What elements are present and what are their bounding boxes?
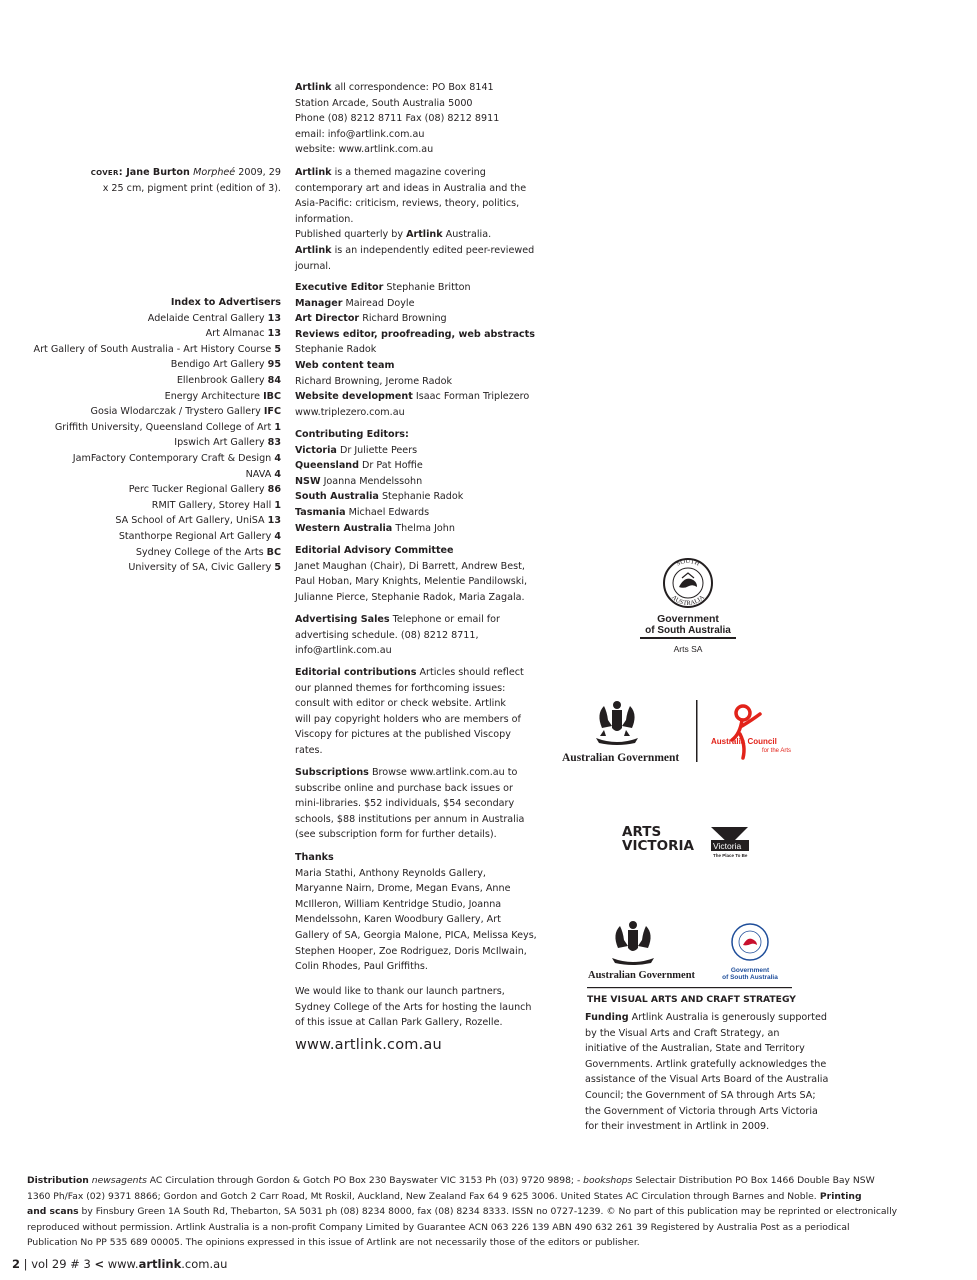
advertiser-page: 13 bbox=[267, 515, 281, 527]
contributions-line: rates. bbox=[295, 744, 323, 756]
australian-government-text: Australian Government bbox=[562, 752, 680, 764]
australian-government-council-logo bbox=[560, 698, 800, 766]
cover-title: Morpheé bbox=[193, 167, 236, 178]
advertiser-name: NAVA bbox=[245, 468, 275, 480]
advertiser-entry bbox=[20, 342, 281, 358]
distribution-line: AC Circulation through Gordon & Gotch PO Box 230 Bayswater VIC 3153 Ph (03) 9720 9898; - bbox=[146, 1175, 581, 1186]
staff-name: Stephanie Radok bbox=[295, 344, 377, 356]
advertiser-page: 4 bbox=[274, 530, 281, 542]
about-line: journal. bbox=[295, 260, 332, 272]
editor-name: Dr Juliette Peers bbox=[336, 444, 418, 456]
launch-line: We would like to thank our launch partners, bbox=[295, 986, 505, 997]
advertisers-list bbox=[20, 311, 281, 576]
advertiser-name: University of SA, Civic Gallery bbox=[128, 562, 275, 574]
funding-line: Artlink Australia is generously supported bbox=[628, 1012, 828, 1023]
subscriptions-line: schools, $88 institutions per annum in Australia bbox=[295, 813, 525, 825]
contributing-editor bbox=[295, 521, 530, 537]
advertiser-page: 86 bbox=[267, 484, 281, 496]
distribution-newsagents: newsagents bbox=[88, 1175, 147, 1186]
advertiser-name: Griffith University, Queensland College of Art bbox=[54, 421, 275, 433]
distribution-footer bbox=[27, 1173, 898, 1251]
thanks-line: Gallery of SA, Georgia Malone, PICA, Melissa Keys, bbox=[295, 929, 537, 941]
contributing-editor bbox=[295, 458, 530, 474]
editor-state: Tasmania bbox=[295, 506, 346, 518]
thanks-line: Maryanne Nairn, Drome, Megan Evans, Anne bbox=[295, 883, 511, 895]
arts-victoria-logo bbox=[620, 823, 755, 859]
funding-label: Funding bbox=[585, 1012, 629, 1023]
advertiser-name: Sydney College of the Arts bbox=[135, 546, 267, 558]
correspondence-email: email: info@artlink.com.au bbox=[295, 128, 425, 140]
funding-line: for their investment in Artlink in 2009. bbox=[585, 1121, 770, 1133]
advertising-line: advertising schedule. (08) 8212 8711, bbox=[295, 629, 479, 641]
advertiser-entry bbox=[20, 326, 281, 342]
page-number: 2 bbox=[12, 1257, 21, 1271]
advertising-label: Advertising Sales bbox=[295, 614, 390, 625]
advertiser-entry bbox=[20, 420, 281, 436]
coat-of-arms-icon bbox=[560, 698, 800, 766]
advisory-line: Julianne Pierce, Stephanie Radok, Maria Zagala. bbox=[295, 591, 525, 603]
volume-issue: | vol 29 # 3 bbox=[20, 1257, 95, 1271]
advertiser-name: Gosia Wlodarczak / Trystero Gallery bbox=[90, 406, 264, 418]
vacs-sa-gov-line2: of South Australia bbox=[722, 974, 778, 981]
thanks-line: Mendelssohn, Karen Woodbury Gallery, Art bbox=[295, 914, 501, 926]
editor-name: Stephanie Radok bbox=[378, 491, 464, 503]
cover-label: cover: bbox=[90, 167, 123, 178]
advertiser-page: 5 bbox=[274, 562, 281, 574]
advisory-heading: Editorial Advisory Committee bbox=[295, 545, 454, 556]
advertiser-name: Ipswich Art Gallery bbox=[174, 437, 268, 449]
correspondence-line: Phone (08) 8212 8711 Fax (08) 8212 8911 bbox=[295, 113, 500, 125]
advertisers-heading: Index to Advertisers bbox=[170, 297, 281, 308]
contributions-label: Editorial contributions bbox=[295, 667, 417, 678]
distribution-line: reproduced without permission. Artlink Australia is a non-profit Company Limited by Guarantee ACN 063 226 139 ABN 490 632 261 39 Registered by Australia Post as a periodical bbox=[27, 1221, 850, 1233]
editor-state: NSW bbox=[295, 475, 321, 487]
arts-sa-text: Arts SA bbox=[673, 644, 703, 654]
correspondence-line: all correspondence: PO Box 8141 bbox=[331, 82, 494, 93]
subscriptions-line: subscribe online and purchase back issues or bbox=[295, 782, 513, 794]
editor-name: Thelma John bbox=[392, 522, 455, 534]
funding-line: initiative of the Australian, State and Territory bbox=[585, 1043, 805, 1055]
page-folio bbox=[12, 1256, 227, 1272]
distribution-line: by Finsbury Green 1A South Rd, Thebarton, SA 5031 ph (08) 8234 8000, fax (08) 8234 8333. ISSN no 0727-1239. © No part of this publication may be reprinted or electronically bbox=[78, 1206, 898, 1218]
advertiser-name: Bendigo Art Gallery bbox=[170, 359, 268, 371]
advertiser-entry bbox=[20, 498, 281, 514]
advertiser-name: RMIT Gallery, Storey Hall bbox=[151, 499, 275, 511]
contributing-list bbox=[295, 443, 530, 537]
staff-name: Isaac Forman Triplezero bbox=[412, 391, 530, 403]
advisory-line: Janet Maughan (Chair), Di Barrett, Andrew Best, bbox=[295, 560, 525, 572]
contributing-editor bbox=[295, 443, 530, 459]
advertiser-page: 13 bbox=[267, 312, 281, 324]
subscriptions-line: Browse www.artlink.com.au to bbox=[368, 767, 518, 778]
advertiser-name: Adelaide Central Gallery bbox=[147, 312, 268, 324]
advertising-line: Telephone or email for bbox=[389, 614, 500, 625]
svg-text:Australia Council bbox=[711, 737, 777, 746]
vacs-emblems-icon bbox=[585, 920, 805, 1008]
sa-government-logo bbox=[630, 556, 745, 661]
sa-gov-line1: Government bbox=[657, 613, 719, 625]
advertiser-entry bbox=[20, 357, 281, 373]
arts-victoria-icon bbox=[620, 823, 755, 859]
about-block bbox=[295, 165, 535, 274]
thanks-block bbox=[295, 850, 537, 975]
advertisers-index bbox=[20, 295, 281, 576]
triplezero-link[interactable]: www.triplezero.com.au bbox=[295, 406, 405, 418]
thanks-heading: Thanks bbox=[295, 852, 334, 863]
advertiser-entry bbox=[20, 311, 281, 327]
advertiser-entry bbox=[20, 451, 281, 467]
advertiser-page: IBC bbox=[263, 390, 281, 402]
staff-role: Reviews editor, proofreading, web abstracts bbox=[295, 328, 535, 340]
staff-role: Manager bbox=[295, 297, 343, 309]
editor-name: Joanna Mendelssohn bbox=[320, 475, 423, 487]
advertiser-page: 1 bbox=[274, 499, 281, 511]
advertiser-page: 84 bbox=[267, 374, 281, 386]
about-line: Asia-Pacific: criticism, reviews, theory, politics, bbox=[295, 198, 520, 210]
distribution-line: Selectair Distribution PO Box 1466 Double Bay NSW bbox=[632, 1175, 875, 1186]
victoria-tagline: The Place To Be bbox=[713, 853, 748, 858]
brand-name: Artlink bbox=[295, 244, 332, 256]
arrow-icon: < bbox=[94, 1257, 105, 1271]
staff-role: Executive Editor bbox=[295, 282, 384, 293]
staff-name: Richard Browning, Jerome Radok bbox=[295, 375, 453, 387]
launch-line: of this issue at Callan Park Gallery, Rozelle. bbox=[295, 1017, 503, 1029]
cover-caption bbox=[40, 165, 281, 196]
staff-role: Web content team bbox=[295, 359, 395, 371]
folio-brand: artlink bbox=[138, 1257, 182, 1271]
vacs-logo bbox=[585, 920, 805, 1008]
contributions-line: Articles should reflect bbox=[416, 667, 524, 678]
editor-state: Queensland bbox=[295, 460, 359, 472]
about-line: is a themed magazine covering bbox=[331, 167, 486, 178]
advertiser-entry bbox=[20, 404, 281, 420]
contributing-editor bbox=[295, 505, 530, 521]
editor-state: Victoria bbox=[295, 444, 337, 456]
contributing-editor bbox=[295, 474, 530, 490]
staff-name: Mairead Doyle bbox=[342, 297, 415, 309]
funding-line: the Government of Victoria through Arts Victoria bbox=[585, 1105, 818, 1117]
staff-name: Stephanie Britton bbox=[383, 282, 471, 293]
funding-line: by the Visual Arts and Craft Strategy, an bbox=[585, 1027, 780, 1039]
website-url[interactable]: www.artlink.com.au bbox=[295, 1037, 442, 1053]
about-line: Australia. bbox=[442, 229, 492, 241]
vacs-sa-gov-line1: Government bbox=[730, 967, 770, 974]
advertiser-name: Art Gallery of South Australia - Art History Course bbox=[33, 343, 275, 355]
advertiser-entry bbox=[20, 373, 281, 389]
contributions-line: will pay copyright holders who are members of bbox=[295, 713, 521, 725]
arts-text: ARTS bbox=[622, 824, 662, 840]
advertiser-name: Energy Architecture bbox=[164, 390, 264, 402]
advertiser-entry bbox=[20, 545, 281, 561]
editor-state: South Australia bbox=[295, 491, 379, 503]
cover-details: 2009, 29 bbox=[235, 167, 281, 178]
advertiser-entry bbox=[20, 389, 281, 405]
cover-details: x 25 cm, pigment print (edition of 3). bbox=[102, 182, 281, 194]
advisory-line: Paul Hoban, Mary Knights, Melentie Pandilowski, bbox=[295, 576, 528, 588]
advertiser-entry bbox=[20, 435, 281, 451]
sa-seal-bottom-text: AUSTRALIA bbox=[670, 594, 706, 608]
advertiser-name: SA School of Art Gallery, UniSA bbox=[115, 515, 268, 527]
advertiser-entry bbox=[20, 467, 281, 483]
thanks-line: Maria Stathi, Anthony Reynolds Gallery, bbox=[295, 867, 486, 879]
victoria-text: VICTORIA bbox=[622, 838, 694, 854]
vacs-title: THE VISUAL ARTS AND CRAFT STRATEGY bbox=[587, 994, 796, 1005]
staff-role: Website development bbox=[295, 391, 413, 403]
correspondence-block bbox=[295, 80, 530, 158]
advertiser-name: Perc Tucker Regional Gallery bbox=[128, 484, 268, 496]
about-line: is an independently edited peer-reviewed bbox=[331, 244, 535, 256]
contributing-heading: Contributing Editors: bbox=[295, 429, 409, 440]
contributing-editor bbox=[295, 489, 530, 505]
advertiser-page: IFC bbox=[263, 406, 281, 418]
about-line: information. bbox=[295, 213, 354, 225]
thanks-line: Stephen Hooper, Zoe Rodriguez, Doris McIlwain, bbox=[295, 945, 527, 957]
council-text: Council bbox=[745, 737, 777, 746]
printing-label: Printing bbox=[816, 1190, 862, 1202]
advertiser-name: Art Almanac bbox=[205, 328, 268, 340]
advertising-email[interactable]: info@artlink.com.au bbox=[295, 645, 392, 657]
cover-artist: Jane Burton bbox=[122, 167, 194, 178]
sa-gov-line2: of South Australia bbox=[645, 625, 731, 636]
subscriptions-block bbox=[295, 765, 530, 843]
staff-name: Richard Browning bbox=[359, 313, 447, 325]
correspondence-website: website: www.artlink.com.au bbox=[295, 144, 434, 156]
funding-line: Governments. Artlink gratefully acknowledges the bbox=[585, 1058, 827, 1070]
funding-block bbox=[585, 1010, 829, 1135]
advertiser-page: 83 bbox=[267, 437, 281, 449]
scans-label: and scans bbox=[27, 1206, 79, 1218]
editor-name: Dr Pat Hoffie bbox=[359, 460, 423, 472]
advertiser-name: JamFactory Contemporary Craft & Design bbox=[72, 452, 275, 464]
victoria-wordmark: Victoria bbox=[713, 841, 742, 851]
advertiser-entry bbox=[20, 513, 281, 529]
subscriptions-line: mini-libraries. $52 individuals, $54 secondary bbox=[295, 798, 515, 810]
sa-seal-icon bbox=[630, 556, 745, 661]
sa-seal-top-text: SOUTH bbox=[675, 557, 701, 568]
staff-block bbox=[295, 280, 535, 420]
launch-line: Sydney College of the Arts for hosting the launch bbox=[295, 1001, 532, 1013]
about-line: contemporary art and ideas in Australia and the bbox=[295, 182, 527, 194]
advertiser-page: BC bbox=[266, 546, 281, 558]
advertiser-page: 5 bbox=[274, 343, 281, 355]
advertiser-page: 4 bbox=[274, 452, 281, 464]
editor-name: Michael Edwards bbox=[345, 506, 430, 518]
vacs-australian-government-text: Australian Government bbox=[588, 970, 696, 981]
contributions-line: consult with editor or check website. Artlink bbox=[295, 698, 506, 710]
contributions-line: Viscopy for pictures at the published Viscopy bbox=[295, 729, 511, 741]
advertiser-entry bbox=[20, 529, 281, 545]
thanks-line: McIlleron, William Kentridge Studio, Joanna bbox=[295, 898, 502, 910]
advertiser-page: 13 bbox=[267, 328, 281, 340]
subscriptions-line: (see subscription form for further details). bbox=[295, 829, 497, 841]
australia-council-text: Australia bbox=[711, 737, 746, 746]
distribution-line: 1360 Ph/Fax (02) 9371 8866; Gordon and Gotch 2 Carr Road, Mt Roskil, Auckland, New Zealand Fax 64 9 625 3006. United States AC Circulation through Barnes and Noble. bbox=[27, 1190, 817, 1202]
advertiser-page: 95 bbox=[267, 359, 281, 371]
advertiser-entry bbox=[20, 482, 281, 498]
editor-state: Western Australia bbox=[295, 522, 393, 534]
advisory-committee bbox=[295, 543, 530, 605]
subscriptions-label: Subscriptions bbox=[295, 767, 369, 778]
folio-www: www. bbox=[104, 1257, 139, 1271]
contributing-editors bbox=[295, 427, 530, 536]
about-line: Published quarterly by bbox=[295, 229, 407, 241]
correspondence-line: Station Arcade, South Australia 5000 bbox=[295, 97, 473, 109]
distribution-bookshops: bookshops bbox=[580, 1175, 633, 1186]
advertiser-page: 1 bbox=[274, 421, 281, 433]
distribution-line: Publication No PP 535 689 00005. The opinions expressed in this issue of Artlink are not necessarily those of the editors or publisher. bbox=[27, 1237, 640, 1249]
brand-name: Artlink bbox=[406, 229, 443, 241]
advertiser-entry bbox=[20, 560, 281, 576]
advertiser-name: Ellenbrook Gallery bbox=[176, 374, 268, 386]
funding-line: assistance of the Visual Arts Board of the Australia bbox=[585, 1074, 829, 1086]
correspondence-lead: Artlink bbox=[295, 82, 332, 93]
contributions-line: our planned themes for forthcoming issues: bbox=[295, 682, 506, 694]
advertiser-page: 4 bbox=[274, 468, 281, 480]
brand-name: Artlink bbox=[295, 167, 332, 178]
advertiser-name: Stanthorpe Regional Art Gallery bbox=[118, 530, 275, 542]
for-the-arts-text: for the Arts bbox=[762, 748, 792, 754]
staff-role: Art Director bbox=[295, 313, 360, 325]
folio-tld: .com.au bbox=[181, 1257, 228, 1271]
editorial-contributions bbox=[295, 665, 530, 759]
funding-line: Council; the Government of SA through Arts SA; bbox=[585, 1089, 816, 1101]
launch-thanks bbox=[295, 984, 530, 1031]
thanks-line: Colin Rhodes, Paul Griffiths. bbox=[295, 961, 428, 973]
distribution-label: Distribution bbox=[27, 1175, 89, 1186]
advertising-sales bbox=[295, 612, 530, 659]
